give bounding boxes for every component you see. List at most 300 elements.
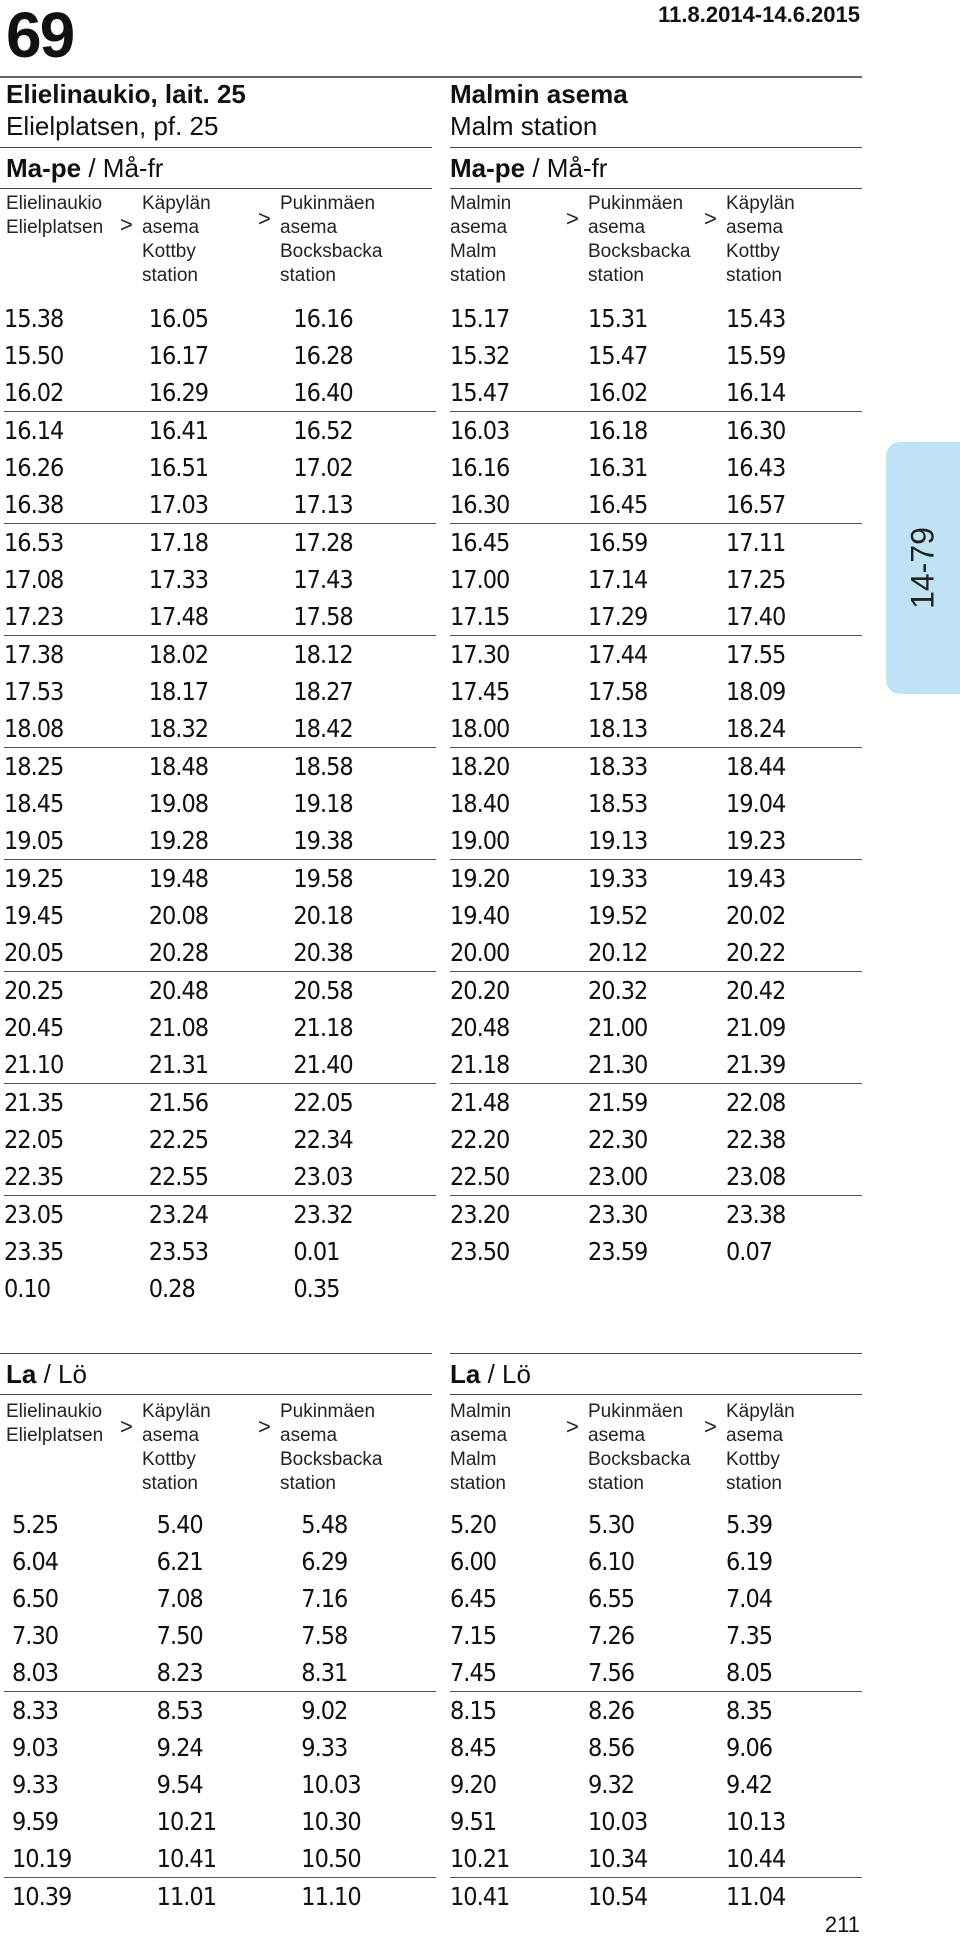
time-cell: 19.38 [293,822,436,860]
table-row [450,1803,862,1840]
col-header: Käpylän asema Kottby station [726,193,795,286]
time-cell: 16.17 [148,341,209,370]
time-cell: 22.55 [149,1158,294,1196]
time-cell: 20.05 [4,934,149,972]
table-row [4,524,436,562]
time-cell: 16.26 [4,453,64,482]
table-row [450,1692,862,1730]
time-cell: 15.38 [4,304,64,333]
time-cell: 8.26 [588,1696,635,1725]
time-cell: 5.48 [301,1510,348,1539]
time-cell: 16.16 [293,304,353,333]
time-cell: 6.29 [301,1547,348,1576]
time-cell: 18.33 [588,752,648,781]
time-cell: 7.58 [301,1621,348,1650]
time-cell: 10.30 [301,1807,361,1836]
arrow-icon: > [258,1414,271,1439]
time-cell: 6.45 [450,1584,497,1613]
right-stop-name-fi: Malmin asema [450,79,628,109]
time-cell: 18.44 [726,752,786,781]
time-cell: 17.53 [4,677,64,706]
time-cell: 6.00 [450,1547,497,1576]
time-cell: 5.30 [588,1510,635,1539]
table-row [4,1084,436,1122]
time-cell: 17.55 [726,640,786,669]
arrow-icon: > [258,206,271,231]
time-cell: 18.20 [450,752,510,781]
time-cell: 8.53 [156,1696,203,1725]
time-cell: 9.33 [12,1770,59,1799]
time-cell: 17.25 [726,565,786,594]
time-cell: 10.39 [12,1882,72,1911]
table-row [4,1580,436,1617]
time-cell: 8.31 [293,1654,436,1692]
time-cell: 0.28 [148,1274,195,1303]
route-number: 69 [6,0,74,71]
table-row [4,636,436,674]
col-header: Pukinmäen asema Bocksbacka station [280,1401,383,1494]
time-cell: 19.28 [149,822,294,860]
table-row [4,860,436,898]
time-cell: 11.01 [156,1882,217,1911]
time-cell: 21.48 [450,1088,510,1117]
table-row [450,1046,862,1084]
time-cell: 23.38 [726,1200,786,1229]
time-cell: 16.41 [148,416,209,445]
right-saturday-timetable [450,1506,862,1915]
time-cell: 23.32 [293,1200,353,1229]
time-cell: 19.13 [588,822,726,860]
left-stop-name-fi: Elielinaukio, lait. 25 [6,79,246,109]
time-cell: 9.02 [301,1696,348,1725]
time-cell: 19.45 [4,901,64,930]
time-cell: 17.29 [588,598,726,636]
table-row [450,300,862,337]
time-cell: 6.10 [588,1547,635,1576]
right-saturday-label: La / Lö [450,1353,862,1395]
time-cell: 0.01 [293,1237,340,1266]
time-cell: 9.20 [450,1770,497,1799]
time-cell: 11.10 [301,1882,361,1911]
time-cell: 23.00 [588,1158,726,1196]
time-cell: 20.48 [450,1013,510,1042]
table-row [4,486,436,524]
time-cell: 16.57 [726,486,862,524]
time-cell: 9.03 [12,1733,59,1762]
table-row [450,337,862,374]
table-row [450,748,862,786]
table-row [450,374,862,412]
time-cell: 8.05 [726,1654,862,1692]
time-cell: 18.40 [450,789,510,818]
time-cell: 8.03 [4,1654,149,1692]
time-cell: 17.18 [148,528,209,557]
table-row [4,710,436,748]
arrow-icon: > [704,206,717,231]
table-row [450,1084,862,1122]
time-cell: 8.15 [450,1696,497,1725]
days-sv: Lö [502,1359,531,1389]
table-row [450,412,862,450]
time-cell: 19.43 [726,864,786,893]
time-cell: 20.20 [450,976,510,1005]
time-cell: 16.51 [148,453,209,482]
col-header: Käpylän asema Kottby station [142,193,211,286]
time-cell: 20.02 [726,901,786,930]
time-cell: 18.09 [726,677,786,706]
time-cell: 5.20 [450,1510,497,1539]
time-cell: 15.32 [450,341,510,370]
time-cell: 20.00 [450,934,588,972]
time-cell: 19.20 [450,864,510,893]
time-cell: 20.45 [4,1013,64,1042]
arrow-icon: > [704,1414,717,1439]
time-cell: 9.51 [450,1807,497,1836]
time-cell: 20.38 [293,934,436,972]
time-cell: 23.30 [588,1200,648,1229]
table-row [4,972,436,1010]
time-cell: 9.54 [156,1770,203,1799]
time-cell: 17.03 [149,486,294,524]
time-cell: 7.45 [450,1654,588,1692]
time-cell: 20.22 [726,934,862,972]
time-cell: 18.17 [148,677,209,706]
time-cell: 6.19 [726,1547,773,1576]
time-cell: 20.28 [149,934,294,972]
days-sv: Må-fr [546,153,608,183]
time-cell: 10.41 [450,1882,510,1911]
table-row [4,598,436,636]
right-weekday-label: Ma-pe / Må-fr [450,147,862,189]
table-row [4,1654,436,1692]
time-cell: 22.05 [4,1125,64,1154]
time-cell: 16.14 [4,416,64,445]
left-saturday-label: La / Lö [0,1353,432,1395]
table-row [450,1009,862,1046]
time-cell: 15.43 [726,304,786,333]
time-cell: 16.40 [293,374,436,412]
time-cell: 19.00 [450,822,588,860]
time-cell: 17.08 [4,565,64,594]
table-row [450,673,862,710]
time-cell: 10.54 [588,1882,648,1911]
time-cell: 22.30 [588,1125,648,1154]
time-cell: 9.59 [12,1807,59,1836]
arrow-icon: > [566,1414,579,1439]
table-row [4,1196,436,1234]
time-cell: 17.44 [588,640,648,669]
time-cell: 20.18 [293,901,353,930]
table-row [450,1729,862,1766]
time-cell: 18.02 [148,640,209,669]
time-cell: 21.00 [588,1013,648,1042]
time-cell: 7.16 [301,1584,348,1613]
col-header: Pukinmäen asema Bocksbacka station [280,193,383,286]
table-row [450,636,862,674]
table-row [450,1617,862,1654]
time-cell: 15.47 [450,374,588,412]
time-cell: 16.45 [450,528,510,557]
time-cell: 18.13 [588,710,726,748]
time-cell: 20.42 [726,976,786,1005]
time-cell: 8.56 [588,1733,635,1762]
time-cell: 22.50 [450,1158,588,1196]
left-weekday-label: Ma-pe / Må-fr [0,147,432,189]
time-cell: 16.53 [4,528,64,557]
table-row [450,822,862,860]
right-weekday-timetable [450,300,862,1270]
time-cell: 16.31 [588,453,648,482]
time-cell: 17.23 [4,598,149,636]
arrow-icon: > [566,206,579,231]
table-row [450,1196,862,1234]
right-stop-title [450,78,628,142]
table-row [450,897,862,934]
time-cell: 16.43 [726,453,786,482]
time-cell: 18.27 [293,677,353,706]
table-row [450,785,862,822]
left-stop-title [6,78,246,142]
time-cell: 8.23 [149,1654,294,1692]
time-cell: 22.38 [726,1125,786,1154]
route-range-label: 14-79 [904,527,941,609]
time-cell: 7.56 [588,1654,726,1692]
time-cell: 23.24 [148,1200,209,1229]
time-cell: 16.30 [726,416,786,445]
time-cell: 16.05 [148,304,209,333]
time-cell: 23.59 [588,1237,648,1266]
table-row [4,1046,436,1084]
time-cell: 10.13 [726,1807,786,1836]
time-cell: 0.10 [4,1274,51,1303]
time-cell: 17.33 [148,565,209,594]
time-cell: 8.33 [12,1696,59,1725]
time-cell: 10.44 [726,1840,862,1878]
time-cell: 23.35 [4,1237,64,1266]
table-row [4,1766,436,1803]
time-cell: 19.08 [148,789,209,818]
time-cell: 7.08 [156,1584,203,1613]
table-row [450,1580,862,1617]
time-cell: 23.08 [726,1158,862,1196]
time-cell: 10.03 [588,1807,648,1836]
time-cell: 16.29 [149,374,294,412]
arrow-icon: > [120,1414,133,1439]
time-cell: 18.45 [4,789,64,818]
time-cell: 6.21 [156,1547,203,1576]
time-cell: 21.31 [149,1046,294,1084]
time-cell: 17.58 [293,598,436,636]
time-cell: 20.12 [588,934,726,972]
time-cell: 22.05 [293,1088,353,1117]
table-row [4,785,436,822]
time-cell: 8.35 [726,1696,773,1725]
time-cell: 9.06 [726,1733,773,1762]
time-cell: 22.20 [450,1125,510,1154]
table-row [450,598,862,636]
time-cell: 9.33 [301,1733,348,1762]
col-header: Käpylän asema Kottby station [142,1401,211,1494]
time-cell: 10.50 [293,1840,436,1878]
time-cell: 17.58 [588,677,648,706]
table-row [4,1158,436,1196]
time-cell: 21.30 [588,1046,726,1084]
time-cell: 11.04 [726,1882,786,1911]
time-cell: 16.45 [588,486,726,524]
left-saturday-timetable [4,1506,436,1915]
table-row [4,374,436,412]
time-cell: 21.59 [588,1088,648,1117]
left-weekday-timetable [4,300,436,1307]
time-cell: 21.10 [4,1046,149,1084]
table-row [450,486,862,524]
table-row [4,337,436,374]
table-row [4,1840,436,1878]
time-cell: 17.43 [293,565,353,594]
table-row [450,860,862,898]
table-row [4,1803,436,1840]
route-range-tab [886,442,960,694]
right-stop-name-sv: Malm station [450,111,598,141]
table-row [4,1270,436,1307]
table-row [4,748,436,786]
time-cell: 10.19 [4,1840,149,1878]
time-cell: 10.34 [588,1840,726,1878]
time-cell: 19.40 [450,901,510,930]
table-row [4,300,436,337]
time-cell: 16.38 [4,486,149,524]
time-cell: 7.50 [156,1621,203,1650]
col-header: Malmin asema Malm station [450,193,512,286]
col-header: Pukinmäen asema Bocksbacka station [588,1401,691,1494]
time-cell: 17.15 [450,598,588,636]
time-cell: 20.58 [293,976,353,1005]
time-cell: 16.30 [450,486,588,524]
time-cell: 17.14 [588,565,648,594]
time-cell: 18.12 [293,640,353,669]
col-header: Elielinaukio Elielplatsen [6,1401,104,1446]
time-cell: 19.04 [726,789,786,818]
left-stop-name-sv: Elielplatsen, pf. 25 [6,111,219,141]
time-cell: 16.52 [293,416,353,445]
time-cell: 7.35 [726,1621,773,1650]
time-cell: 21.39 [726,1046,862,1084]
time-cell: 17.38 [4,640,64,669]
col-header: Pukinmäen asema Bocksbacka station [588,193,691,286]
time-cell: 20.32 [588,976,648,1005]
time-cell: 7.15 [450,1621,497,1650]
time-cell: 17.11 [726,528,786,557]
time-cell: 16.02 [588,374,726,412]
time-cell: 8.45 [450,1733,497,1762]
table-row [450,1840,862,1878]
page-number: 211 [824,1912,860,1937]
time-cell: 19.23 [726,822,862,860]
table-row [450,1158,862,1196]
time-cell: 15.50 [4,341,64,370]
time-cell: 18.24 [726,710,862,748]
table-row [4,1729,436,1766]
table-row [4,1692,436,1730]
time-cell: 10.21 [156,1807,217,1836]
table-row [4,561,436,598]
time-cell: 20.08 [148,901,209,930]
time-cell: 16.28 [293,341,353,370]
table-row [450,972,862,1010]
time-cell: 22.35 [4,1158,149,1196]
time-cell: 17.00 [450,565,510,594]
time-cell: 0.35 [293,1274,340,1303]
time-cell: 17.48 [149,598,294,636]
time-cell: 19.25 [4,864,64,893]
time-cell: 19.05 [4,822,149,860]
time-cell: 23.03 [293,1158,436,1196]
time-cell: 17.28 [293,528,353,557]
time-cell: 6.50 [12,1584,59,1613]
time-cell: 21.40 [293,1046,436,1084]
time-cell: 21.18 [450,1046,588,1084]
time-cell: 22.25 [148,1125,209,1154]
time-cell: 16.16 [450,453,510,482]
time-cell: 21.18 [293,1013,353,1042]
time-cell: 16.02 [4,374,149,412]
table-row [4,1121,436,1158]
time-cell: 23.50 [450,1237,510,1266]
table-row [450,1878,862,1916]
time-cell: 10.41 [149,1840,294,1878]
time-cell: 18.25 [4,752,64,781]
time-cell: 17.30 [450,640,510,669]
table-row [450,524,862,562]
table-row [4,1009,436,1046]
time-cell: 15.17 [450,304,510,333]
time-cell: 7.30 [12,1621,59,1650]
time-cell: 19.58 [293,864,353,893]
time-cell: 16.18 [588,416,648,445]
table-row [4,1617,436,1654]
time-cell: 21.35 [4,1088,64,1117]
validity-period: 11.8.2014-14.6.2015 [658,2,860,27]
time-cell: 18.00 [450,710,588,748]
table-row [450,1121,862,1158]
col-header: Malmin asema Malm station [450,1401,512,1494]
days-fi: Ma-pe [6,153,82,183]
table-row [450,1543,862,1580]
time-cell: 17.40 [726,598,862,636]
days-fi: Ma-pe [450,153,526,183]
time-cell: 5.39 [726,1510,773,1539]
table-row [450,1654,862,1692]
time-cell: 6.55 [588,1584,635,1613]
table-row [4,673,436,710]
table-row [4,897,436,934]
time-cell: 17.02 [293,453,353,482]
time-cell: 5.40 [156,1510,203,1539]
time-cell: 19.52 [588,901,648,930]
col-header: Käpylän asema Kottby station [726,1401,795,1494]
table-row [4,822,436,860]
time-cell: 18.08 [4,710,149,748]
table-row [450,449,862,486]
time-cell: 19.48 [148,864,209,893]
time-cell: 20.25 [4,976,64,1005]
days-sv: Må-fr [102,153,164,183]
time-cell: 19.33 [588,864,648,893]
time-cell: 18.53 [588,789,648,818]
time-cell: 9.32 [588,1770,635,1799]
time-cell: 21.09 [726,1013,786,1042]
time-cell: 18.32 [149,710,294,748]
